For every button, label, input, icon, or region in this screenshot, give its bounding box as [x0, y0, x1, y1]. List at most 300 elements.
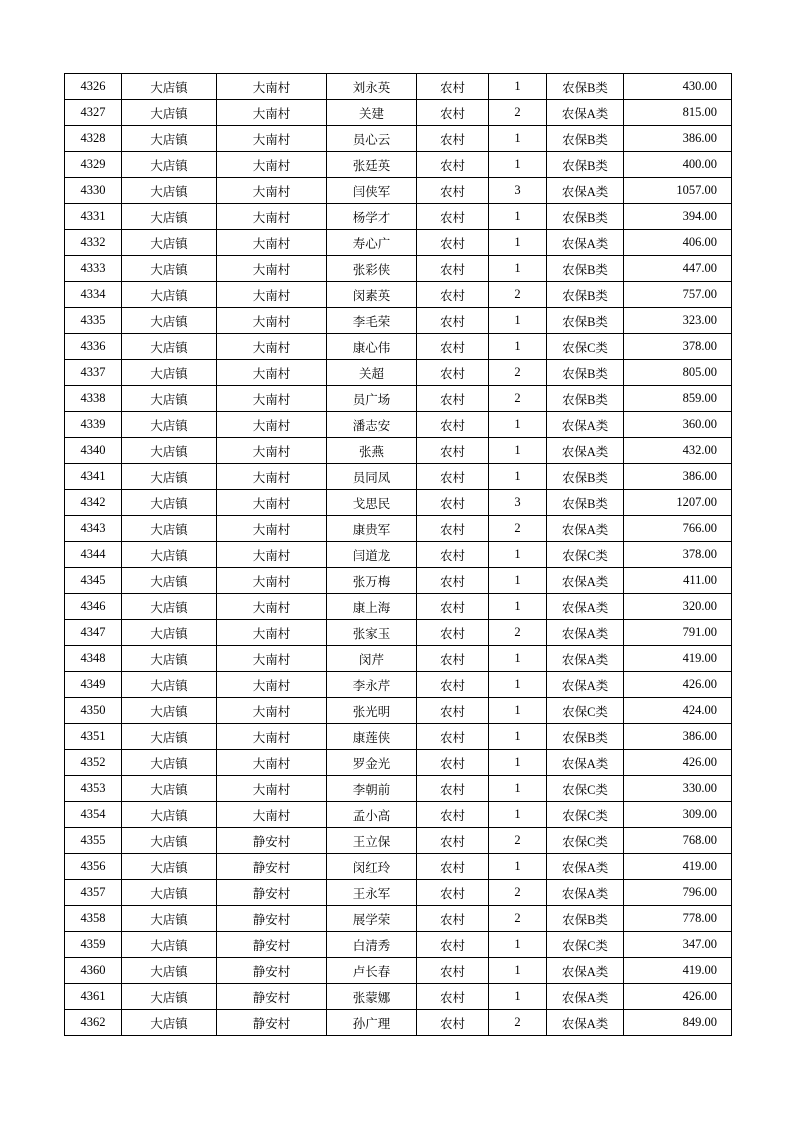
table-cell: 大南村 — [217, 386, 327, 412]
table-cell: 寿心广 — [327, 230, 417, 256]
table-cell: 大南村 — [217, 516, 327, 542]
table-cell: 大店镇 — [122, 438, 217, 464]
table-cell: 农保B类 — [547, 256, 624, 282]
table-cell: 大店镇 — [122, 932, 217, 958]
table-cell: 323.00 — [624, 308, 732, 334]
table-cell: 430.00 — [624, 74, 732, 100]
table-cell: 农村 — [417, 204, 489, 230]
table-cell: 农保A类 — [547, 178, 624, 204]
table-cell: 1 — [489, 594, 547, 620]
table-cell: 大店镇 — [122, 698, 217, 724]
table-cell: 大店镇 — [122, 360, 217, 386]
table-cell: 大店镇 — [122, 672, 217, 698]
table-cell: 大店镇 — [122, 152, 217, 178]
table-cell: 1 — [489, 750, 547, 776]
table-cell: 360.00 — [624, 412, 732, 438]
table-cell: 农保B类 — [547, 74, 624, 100]
table-cell: 4344 — [65, 542, 122, 568]
table-cell: 419.00 — [624, 854, 732, 880]
table-cell: 大店镇 — [122, 594, 217, 620]
table-row — [65, 776, 732, 802]
table-cell: 大南村 — [217, 412, 327, 438]
table-row — [65, 958, 732, 984]
table-cell: 791.00 — [624, 620, 732, 646]
table-cell: 4356 — [65, 854, 122, 880]
table-cell: 农村 — [417, 906, 489, 932]
table-cell: 386.00 — [624, 724, 732, 750]
table-cell: 1057.00 — [624, 178, 732, 204]
table-cell: 员同凤 — [327, 464, 417, 490]
table-cell: 4350 — [65, 698, 122, 724]
table-row — [65, 74, 732, 100]
table-cell: 447.00 — [624, 256, 732, 282]
table-cell: 4348 — [65, 646, 122, 672]
table-row — [65, 464, 732, 490]
table-cell: 大南村 — [217, 178, 327, 204]
table-cell: 大店镇 — [122, 984, 217, 1010]
table-cell: 白清秀 — [327, 932, 417, 958]
table-cell: 农村 — [417, 828, 489, 854]
table-cell: 农保A类 — [547, 880, 624, 906]
table-cell: 孙广理 — [327, 1010, 417, 1036]
table-cell: 1 — [489, 464, 547, 490]
table-cell: 1 — [489, 776, 547, 802]
table-row — [65, 542, 732, 568]
table-cell: 大店镇 — [122, 126, 217, 152]
table-cell: 3 — [489, 178, 547, 204]
table-row — [65, 880, 732, 906]
table-cell: 406.00 — [624, 230, 732, 256]
table-cell: 432.00 — [624, 438, 732, 464]
table-row — [65, 100, 732, 126]
table-cell: 1 — [489, 698, 547, 724]
table-cell: 4335 — [65, 308, 122, 334]
table-cell: 农保C类 — [547, 828, 624, 854]
table-cell: 农村 — [417, 360, 489, 386]
table-cell: 2 — [489, 516, 547, 542]
table-cell: 大店镇 — [122, 464, 217, 490]
table-row — [65, 438, 732, 464]
table-cell: 4351 — [65, 724, 122, 750]
table-cell: 386.00 — [624, 464, 732, 490]
table-row — [65, 386, 732, 412]
table-cell: 大南村 — [217, 438, 327, 464]
table-cell: 闫侠军 — [327, 178, 417, 204]
table-row — [65, 724, 732, 750]
table-cell: 农保A类 — [547, 646, 624, 672]
table-cell: 4359 — [65, 932, 122, 958]
table-cell: 员广场 — [327, 386, 417, 412]
table-cell: 4334 — [65, 282, 122, 308]
table-cell: 1 — [489, 932, 547, 958]
table-row — [65, 412, 732, 438]
records-table-body — [65, 74, 732, 1036]
table-cell: 859.00 — [624, 386, 732, 412]
table-cell: 农保C类 — [547, 542, 624, 568]
table-cell: 大南村 — [217, 568, 327, 594]
table-cell: 4327 — [65, 100, 122, 126]
table-cell: 4326 — [65, 74, 122, 100]
table-cell: 静安村 — [217, 906, 327, 932]
table-cell: 2 — [489, 360, 547, 386]
table-cell: 王永军 — [327, 880, 417, 906]
table-row — [65, 178, 732, 204]
table-cell: 大南村 — [217, 620, 327, 646]
table-cell: 农保B类 — [547, 724, 624, 750]
table-sheet — [64, 73, 731, 1036]
table-cell: 康心伟 — [327, 334, 417, 360]
table-cell: 2 — [489, 620, 547, 646]
table-cell: 农保B类 — [547, 386, 624, 412]
table-cell: 康贵军 — [327, 516, 417, 542]
table-cell: 农保A类 — [547, 984, 624, 1010]
table-cell: 426.00 — [624, 750, 732, 776]
table-cell: 农保A类 — [547, 568, 624, 594]
table-cell: 大店镇 — [122, 334, 217, 360]
table-cell: 农保B类 — [547, 204, 624, 230]
table-cell: 农村 — [417, 256, 489, 282]
table-cell: 农保C类 — [547, 776, 624, 802]
table-cell: 张蒙娜 — [327, 984, 417, 1010]
table-cell: 4355 — [65, 828, 122, 854]
table-cell: 1 — [489, 256, 547, 282]
table-cell: 农村 — [417, 230, 489, 256]
table-cell: 4328 — [65, 126, 122, 152]
table-cell: 农村 — [417, 698, 489, 724]
table-cell: 386.00 — [624, 126, 732, 152]
table-cell: 农村 — [417, 958, 489, 984]
table-cell: 2 — [489, 880, 547, 906]
table-cell: 大南村 — [217, 204, 327, 230]
table-cell: 静安村 — [217, 828, 327, 854]
table-cell: 大南村 — [217, 256, 327, 282]
table-cell: 大店镇 — [122, 620, 217, 646]
table-row — [65, 152, 732, 178]
table-cell: 大店镇 — [122, 854, 217, 880]
table-cell: 王立保 — [327, 828, 417, 854]
table-cell: 静安村 — [217, 880, 327, 906]
table-cell: 大店镇 — [122, 906, 217, 932]
table-cell: 1 — [489, 542, 547, 568]
table-cell: 大店镇 — [122, 256, 217, 282]
table-row — [65, 282, 732, 308]
table-cell: 大店镇 — [122, 542, 217, 568]
table-cell: 农保B类 — [547, 126, 624, 152]
table-cell: 849.00 — [624, 1010, 732, 1036]
table-cell: 411.00 — [624, 568, 732, 594]
table-cell: 农村 — [417, 802, 489, 828]
table-cell: 展学荣 — [327, 906, 417, 932]
table-cell: 1 — [489, 412, 547, 438]
table-cell: 2 — [489, 828, 547, 854]
table-cell: 大店镇 — [122, 100, 217, 126]
table-cell: 大店镇 — [122, 516, 217, 542]
table-cell: 大店镇 — [122, 724, 217, 750]
table-cell: 大南村 — [217, 126, 327, 152]
table-cell: 关超 — [327, 360, 417, 386]
table-cell: 400.00 — [624, 152, 732, 178]
table-cell: 4347 — [65, 620, 122, 646]
table-row — [65, 646, 732, 672]
table-cell: 农保A类 — [547, 516, 624, 542]
table-cell: 大南村 — [217, 490, 327, 516]
table-cell: 378.00 — [624, 542, 732, 568]
table-cell: 潘志安 — [327, 412, 417, 438]
table-row — [65, 750, 732, 776]
table-cell: 张燕 — [327, 438, 417, 464]
table-cell: 静安村 — [217, 958, 327, 984]
table-cell: 大南村 — [217, 646, 327, 672]
table-cell: 757.00 — [624, 282, 732, 308]
table-cell: 农村 — [417, 880, 489, 906]
table-cell: 孟小高 — [327, 802, 417, 828]
table-cell: 农保A类 — [547, 100, 624, 126]
table-cell: 1207.00 — [624, 490, 732, 516]
table-cell: 张万梅 — [327, 568, 417, 594]
table-row — [65, 490, 732, 516]
table-cell: 农保A类 — [547, 412, 624, 438]
table-cell: 员心云 — [327, 126, 417, 152]
table-cell: 4346 — [65, 594, 122, 620]
table-cell: 4339 — [65, 412, 122, 438]
table-cell: 张光明 — [327, 698, 417, 724]
table-cell: 农保A类 — [547, 958, 624, 984]
table-cell: 大店镇 — [122, 204, 217, 230]
table-cell: 4336 — [65, 334, 122, 360]
table-cell: 4330 — [65, 178, 122, 204]
table-row — [65, 204, 732, 230]
table-cell: 农村 — [417, 854, 489, 880]
table-cell: 李毛荣 — [327, 308, 417, 334]
table-cell: 农村 — [417, 516, 489, 542]
table-cell: 农保C类 — [547, 698, 624, 724]
table-cell: 农保B类 — [547, 490, 624, 516]
table-cell: 4352 — [65, 750, 122, 776]
table-cell: 大店镇 — [122, 230, 217, 256]
table-cell: 2 — [489, 1010, 547, 1036]
table-cell: 农保A类 — [547, 1010, 624, 1036]
table-cell: 农保A类 — [547, 230, 624, 256]
table-row — [65, 906, 732, 932]
table-cell: 农村 — [417, 724, 489, 750]
table-cell: 330.00 — [624, 776, 732, 802]
table-cell: 农保B类 — [547, 152, 624, 178]
table-cell: 大南村 — [217, 698, 327, 724]
table-cell: 农村 — [417, 386, 489, 412]
table-cell: 大南村 — [217, 152, 327, 178]
table-cell: 静安村 — [217, 1010, 327, 1036]
table-cell: 农保B类 — [547, 360, 624, 386]
table-cell: 1 — [489, 204, 547, 230]
table-cell: 戈思民 — [327, 490, 417, 516]
table-cell: 大店镇 — [122, 386, 217, 412]
table-cell: 农村 — [417, 646, 489, 672]
table-cell: 2 — [489, 100, 547, 126]
table-cell: 2 — [489, 386, 547, 412]
table-cell: 农村 — [417, 126, 489, 152]
table-cell: 大南村 — [217, 594, 327, 620]
table-cell: 1 — [489, 672, 547, 698]
table-cell: 大南村 — [217, 542, 327, 568]
table-cell: 农村 — [417, 568, 489, 594]
table-cell: 农保A类 — [547, 672, 624, 698]
table-cell: 农村 — [417, 100, 489, 126]
table-cell: 大店镇 — [122, 646, 217, 672]
table-cell: 大南村 — [217, 308, 327, 334]
table-cell: 农保B类 — [547, 464, 624, 490]
table-cell: 4349 — [65, 672, 122, 698]
table-cell: 农村 — [417, 152, 489, 178]
table-cell: 4362 — [65, 1010, 122, 1036]
table-cell: 大南村 — [217, 464, 327, 490]
table-cell: 4337 — [65, 360, 122, 386]
table-cell: 4357 — [65, 880, 122, 906]
table-cell: 2 — [489, 906, 547, 932]
table-cell: 805.00 — [624, 360, 732, 386]
table-cell: 3 — [489, 490, 547, 516]
table-cell: 农村 — [417, 334, 489, 360]
table-cell: 大店镇 — [122, 308, 217, 334]
table-cell: 张彩侠 — [327, 256, 417, 282]
table-cell: 4340 — [65, 438, 122, 464]
table-cell: 罗金光 — [327, 750, 417, 776]
table-cell: 1 — [489, 724, 547, 750]
table-cell: 农村 — [417, 308, 489, 334]
table-row — [65, 568, 732, 594]
table-cell: 4360 — [65, 958, 122, 984]
table-cell: 大店镇 — [122, 828, 217, 854]
table-cell: 大店镇 — [122, 880, 217, 906]
table-cell: 农保A类 — [547, 438, 624, 464]
table-cell: 静安村 — [217, 932, 327, 958]
table-cell: 大南村 — [217, 334, 327, 360]
table-row — [65, 698, 732, 724]
table-cell: 农保B类 — [547, 308, 624, 334]
table-cell: 4345 — [65, 568, 122, 594]
table-cell: 815.00 — [624, 100, 732, 126]
table-cell: 大店镇 — [122, 282, 217, 308]
table-cell: 刘永英 — [327, 74, 417, 100]
table-cell: 1 — [489, 334, 547, 360]
table-cell: 农村 — [417, 438, 489, 464]
table-cell: 1 — [489, 854, 547, 880]
table-cell: 778.00 — [624, 906, 732, 932]
table-cell: 农保B类 — [547, 906, 624, 932]
table-cell: 4342 — [65, 490, 122, 516]
table-cell: 1 — [489, 126, 547, 152]
table-cell: 309.00 — [624, 802, 732, 828]
table-cell: 农村 — [417, 412, 489, 438]
table-cell: 768.00 — [624, 828, 732, 854]
table-cell: 1 — [489, 646, 547, 672]
table-cell: 张廷英 — [327, 152, 417, 178]
table-cell: 4338 — [65, 386, 122, 412]
table-cell: 农保A类 — [547, 854, 624, 880]
table-cell: 419.00 — [624, 958, 732, 984]
table-cell: 农保C类 — [547, 932, 624, 958]
table-cell: 农村 — [417, 490, 489, 516]
table-cell: 闵素英 — [327, 282, 417, 308]
table-cell: 农村 — [417, 74, 489, 100]
table-cell: 1 — [489, 438, 547, 464]
table-cell: 347.00 — [624, 932, 732, 958]
table-cell: 1 — [489, 74, 547, 100]
table-cell: 农村 — [417, 750, 489, 776]
table-cell: 1 — [489, 958, 547, 984]
table-cell: 农村 — [417, 932, 489, 958]
table-cell: 1 — [489, 152, 547, 178]
table-cell: 1 — [489, 984, 547, 1010]
table-cell: 426.00 — [624, 984, 732, 1010]
table-cell: 农村 — [417, 1010, 489, 1036]
table-cell: 4361 — [65, 984, 122, 1010]
table-row — [65, 1010, 732, 1036]
table-cell: 农村 — [417, 282, 489, 308]
table-cell: 大店镇 — [122, 958, 217, 984]
table-cell: 378.00 — [624, 334, 732, 360]
table-row — [65, 672, 732, 698]
table-row — [65, 126, 732, 152]
table-cell: 大店镇 — [122, 74, 217, 100]
table-row — [65, 308, 732, 334]
table-cell: 424.00 — [624, 698, 732, 724]
table-row — [65, 516, 732, 542]
table-cell: 2 — [489, 282, 547, 308]
table-cell: 大南村 — [217, 672, 327, 698]
table-cell: 大南村 — [217, 360, 327, 386]
table-row — [65, 256, 732, 282]
table-cell: 闵芹 — [327, 646, 417, 672]
table-cell: 大店镇 — [122, 568, 217, 594]
table-cell: 394.00 — [624, 204, 732, 230]
table-cell: 大店镇 — [122, 490, 217, 516]
table-cell: 闵红玲 — [327, 854, 417, 880]
table-cell: 4343 — [65, 516, 122, 542]
table-cell: 农保C类 — [547, 802, 624, 828]
table-cell: 农村 — [417, 594, 489, 620]
table-cell: 农保C类 — [547, 334, 624, 360]
table-cell: 关建 — [327, 100, 417, 126]
table-cell: 大南村 — [217, 282, 327, 308]
table-cell: 419.00 — [624, 646, 732, 672]
table-row — [65, 802, 732, 828]
table-cell: 426.00 — [624, 672, 732, 698]
table-cell: 农村 — [417, 620, 489, 646]
table-cell: 农村 — [417, 464, 489, 490]
table-cell: 农村 — [417, 776, 489, 802]
table-cell: 农保B类 — [547, 282, 624, 308]
table-cell: 大南村 — [217, 750, 327, 776]
table-cell: 大店镇 — [122, 802, 217, 828]
table-cell: 796.00 — [624, 880, 732, 906]
table-row — [65, 984, 732, 1010]
table-cell: 农保A类 — [547, 750, 624, 776]
table-cell: 4329 — [65, 152, 122, 178]
table-cell: 农村 — [417, 542, 489, 568]
table-cell: 农村 — [417, 672, 489, 698]
table-cell: 卢长春 — [327, 958, 417, 984]
table-cell: 大南村 — [217, 776, 327, 802]
table-cell: 4341 — [65, 464, 122, 490]
table-cell: 4353 — [65, 776, 122, 802]
table-cell: 康莲侠 — [327, 724, 417, 750]
table-cell: 大南村 — [217, 74, 327, 100]
table-cell: 大店镇 — [122, 750, 217, 776]
table-row — [65, 932, 732, 958]
table-cell: 大店镇 — [122, 1010, 217, 1036]
table-cell: 农村 — [417, 178, 489, 204]
table-row — [65, 360, 732, 386]
